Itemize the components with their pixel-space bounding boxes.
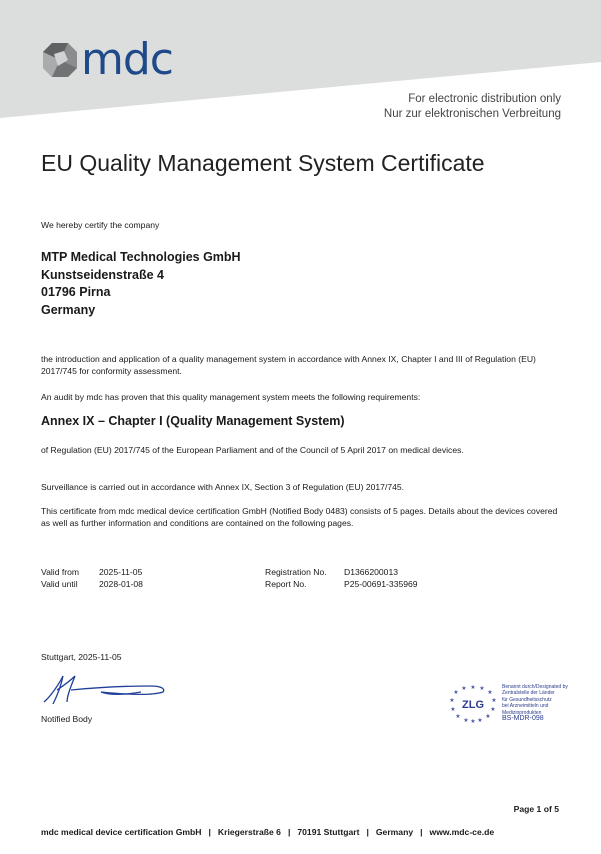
zlg-logo-icon xyxy=(448,683,498,723)
zlg-line2: für Gesundheitsschutz xyxy=(502,696,552,703)
report-value: P25-00691-335969 xyxy=(344,579,418,589)
footer-separator: | xyxy=(208,827,211,837)
zlg-line4: Medizinprodukten xyxy=(502,709,542,716)
svg-text:★: ★ xyxy=(453,689,459,696)
svg-text:★: ★ xyxy=(490,706,496,713)
distribution-en: For electronic distribution only xyxy=(408,93,561,105)
zlg-text xyxy=(502,684,568,723)
footer-separator: | xyxy=(420,827,423,837)
footer-street: Kriegerstraße 6 xyxy=(217,827,281,837)
svg-text:★: ★ xyxy=(461,685,467,692)
registration-block xyxy=(265,566,418,590)
distribution-notice xyxy=(384,92,561,122)
page-number: Page 1 of 5 xyxy=(513,804,559,814)
zlg-line3: bei Arzneimitteln und xyxy=(502,703,549,709)
zlg-code: BS-MDR-098 xyxy=(502,715,544,722)
svg-text:★: ★ xyxy=(463,717,469,723)
annex-heading: Annex IX – Chapter I (Quality Management System) xyxy=(41,414,345,428)
validity-block xyxy=(41,566,143,590)
valid-until-value: 2028-01-08 xyxy=(99,579,143,589)
footer-separator: | xyxy=(366,827,369,837)
notified-body-label: Notified Body xyxy=(41,714,93,724)
company-country: Germany xyxy=(41,302,96,317)
company-city: 01796 Pirna xyxy=(41,285,111,299)
registration-value: D1366200013 xyxy=(344,567,399,577)
footer xyxy=(41,827,494,837)
footer-country: Germany xyxy=(375,827,414,837)
footer-company: mdc medical device certification GmbH xyxy=(41,827,202,837)
zlg-line1: Zentralstelle der Länder xyxy=(502,690,555,696)
mdc-logo xyxy=(42,34,173,85)
valid-until-label: Valid until xyxy=(41,579,78,589)
zlg-designation-mark xyxy=(448,683,568,723)
svg-text:★: ★ xyxy=(479,685,485,692)
svg-text:★: ★ xyxy=(485,713,491,720)
report-label: Report No. xyxy=(265,579,307,589)
regulation-paragraph: of Regulation (EU) 2017/745 of the European Parliament and of the Council of 5 April 2017 on medical devices. xyxy=(41,445,464,455)
company-address xyxy=(41,249,241,319)
svg-text:★: ★ xyxy=(470,718,476,723)
certificate-details-paragraph: This certificate from mdc medical device certification GmbH (Notified Body 0483) consists of 5 pages. Details about the devices covered as well as further information and conditions are contained on the following pages. xyxy=(41,506,558,528)
valid-from-value: 2025-11-05 xyxy=(99,567,143,577)
distribution-de: Nur zur elektronischen Verbreitung xyxy=(383,108,561,120)
audit-paragraph: An audit by mdc has proven that this quality management system meets the following requirements: xyxy=(41,392,421,402)
zlg-logo-text: ZLG xyxy=(462,699,484,711)
svg-text:★: ★ xyxy=(470,684,476,691)
svg-text:★: ★ xyxy=(477,717,483,723)
signature xyxy=(41,672,171,708)
valid-from-label: Valid from xyxy=(41,567,80,577)
surveillance-paragraph: Surveillance is carried out in accordance with Annex IX, Section 3 of Regulation (EU) 2017/745. xyxy=(41,482,405,492)
mdc-logo-icon xyxy=(42,42,78,78)
svg-text:★: ★ xyxy=(455,713,461,720)
svg-text:★: ★ xyxy=(487,689,493,696)
footer-separator: | xyxy=(287,827,291,837)
scope-paragraph: the introduction and application of a quality management system in accordance with Annex IX, Chapter I and III of Regulation (EU) 2017/745 for conformity assessment. xyxy=(41,354,536,376)
place-date: Stuttgart, 2025-11-05 xyxy=(41,652,122,662)
registration-label: Registration No. xyxy=(265,567,327,577)
footer-website[interactable]: www.mdc-ce.de xyxy=(429,827,495,837)
svg-text:★: ★ xyxy=(449,697,455,704)
mdc-logo-text: mdc xyxy=(81,34,173,85)
zlg-designated: Benannt durch/Designated by xyxy=(502,683,568,690)
company-street: Kunstseidenstraße 4 xyxy=(41,267,164,282)
intro-text: We hereby certify the company xyxy=(41,220,160,230)
footer-city: 70191 Stuttgart xyxy=(297,827,360,837)
page-title: EU Quality Management System Certificate xyxy=(41,150,485,176)
company-name: MTP Medical Technologies GmbH xyxy=(41,250,241,264)
svg-text:★: ★ xyxy=(491,697,497,704)
svg-text:★: ★ xyxy=(450,706,456,713)
